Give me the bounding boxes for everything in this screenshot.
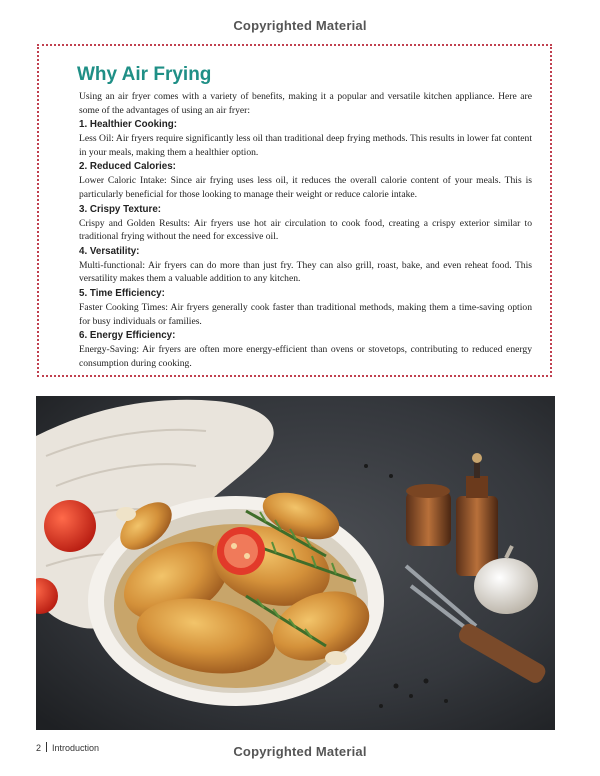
header-copyright: Copyrighted Material [233, 18, 367, 33]
roast-chicken-illustration [36, 396, 555, 730]
benefit-heading: 2. Reduced Calories: [79, 161, 176, 173]
benefit-heading: 3. Crispy Texture: [79, 203, 162, 215]
benefit-text: Less Oil: Air fryers require significantly less oil than traditional deep frying methods. This results in lower fat content in your meals, making them a healthier option. [79, 133, 532, 158]
benefit-text: Multi-functional: Air fryers can do more than just fry. They can also grill, roast, bake, and even reheat food. This versatility makes them a valuable addition to any kitchen. [79, 259, 532, 285]
footer-copyright: Copyrighted Material [233, 744, 367, 759]
page-number: 2 [36, 743, 42, 753]
benefit-heading: 5. Time Efficiency: [79, 287, 165, 299]
benefits-box [37, 44, 552, 377]
benefit-text: Faster Cooking Times: Air fryers generally cook faster than traditional methods, making them a time-saving option for busy individuals or families. [79, 301, 532, 327]
benefit-text: Lower Caloric Intake: Since air frying uses less oil, it reduces the overall calorie content of your meals. This is particularly beneficial for those looking to manage their weight or reduce calorie intake. [79, 175, 532, 200]
benefit-heading: 4. Versatility: [79, 245, 140, 257]
section-title: Why Air Frying [77, 64, 212, 85]
benefit-text: Energy-Saving: Air fryers are often more energy-efficient than ovens or stovetops, contributing to reduced energy consumption during cooking. [79, 344, 532, 369]
benefit-text: Crispy and Golden Results: Air fryers use hot air circulation to cook food, creating a crispy exterior similar to traditional frying without the need for excessive oil. [79, 217, 532, 243]
chapter-name: Introduction [52, 743, 100, 753]
benefit-heading: 1. Healthier Cooking: [79, 119, 177, 131]
benefit-heading: 6. Energy Efficiency: [79, 330, 176, 342]
section-intro: Using an air fryer comes with a variety of benefits, making it a popular and versatile kitchen appliance. Here are some of the advantages of using an air fryer: [79, 91, 532, 116]
roast-chicken-photo [36, 396, 555, 730]
